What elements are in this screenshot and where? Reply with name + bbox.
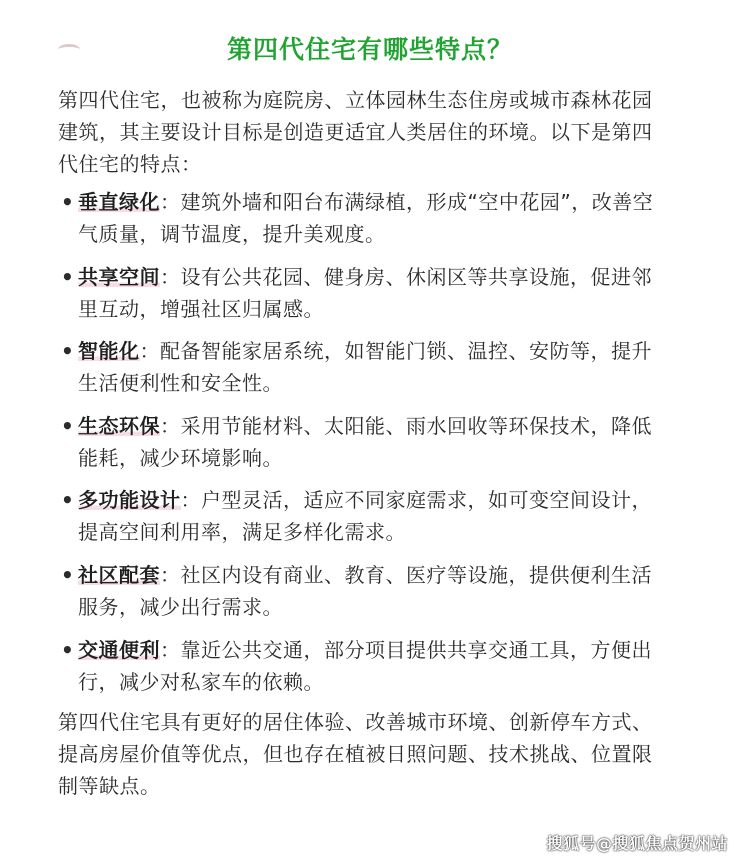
list-item [58, 484, 658, 548]
feature-separator: ： [160, 190, 181, 214]
feature-term: 社区配套 [78, 562, 160, 587]
list-item [58, 410, 658, 474]
feature-separator: ： [139, 339, 160, 364]
feature-separator: ： [160, 413, 181, 438]
feature-separator: ： [160, 637, 181, 662]
outro-paragraph: 第四代住宅具有更好的居住体验、改善城市环境、创新停车方式、提高房屋价值等优点，但也存在植被日照问题、技术挑战、位置限制等缺点。 [58, 710, 653, 798]
bullet-icon: • [61, 488, 75, 513]
feature-term: 共享空间 [78, 264, 160, 289]
feature-separator: ： [160, 264, 181, 289]
bullet-icon: • [61, 637, 75, 662]
feature-description: 户型灵活，适应不同家庭需求，如可变空间设计，提高空间利用率，满足多样化需求。 [78, 488, 652, 545]
feature-term: 生态环保 [78, 413, 160, 438]
list-item [58, 261, 658, 325]
bullet-icon: • [61, 264, 75, 289]
feature-term: 交通便利 [78, 637, 160, 662]
page-title: 第四代住宅有哪些特点？ [226, 35, 513, 64]
feature-term: 多功能设计 [78, 488, 181, 513]
feature-description: 靠近公共交通，部分项目提供共享交通工具，方便出行，减少对私家车的依赖。 [78, 637, 652, 694]
bullet-icon: • [61, 413, 75, 438]
bullet-icon: • [61, 190, 75, 214]
feature-list [58, 186, 658, 708]
feature-description: 社区内设有商业、教育、医疗等设施，提供便利生活服务，减少出行需求。 [78, 562, 652, 619]
bullet-icon: • [61, 562, 75, 587]
watermark: 搜狐号@搜狐焦点贺州站 [546, 834, 728, 853]
intro-paragraph: 第四代住宅，也被称为庭院房、立体园林生态住房或城市森林花园建筑，其主要设计目标是创造更适宜人类居住的环境。以下是第四代住宅的特点： [58, 88, 653, 176]
list-item [58, 634, 658, 698]
feature-separator: ： [160, 562, 181, 587]
list-item [58, 559, 658, 623]
feature-description: 配备智能家居系统，如智能门锁、温控、安防等，提升生活便利性和安全性。 [78, 339, 652, 396]
list-item [58, 335, 658, 399]
feature-term: 垂直绿化 [78, 190, 160, 214]
feature-separator: ： [180, 488, 201, 513]
bullet-icon: • [61, 339, 75, 364]
feature-description: 建筑外墙和阳台布满绿植，形成“空中花园”，改善空气质量，调节温度，提升美观度。 [78, 190, 654, 246]
feature-description: 采用节能材料、太阳能、雨水回收等环保技术，降低能耗，减少环境影响。 [78, 413, 652, 470]
feature-term: 智能化 [78, 339, 140, 364]
feature-description: 设有公共花园、健身房、休闲区等共享设施，促进邻里互动，增强社区归属感。 [78, 264, 652, 321]
list-item [58, 186, 658, 250]
